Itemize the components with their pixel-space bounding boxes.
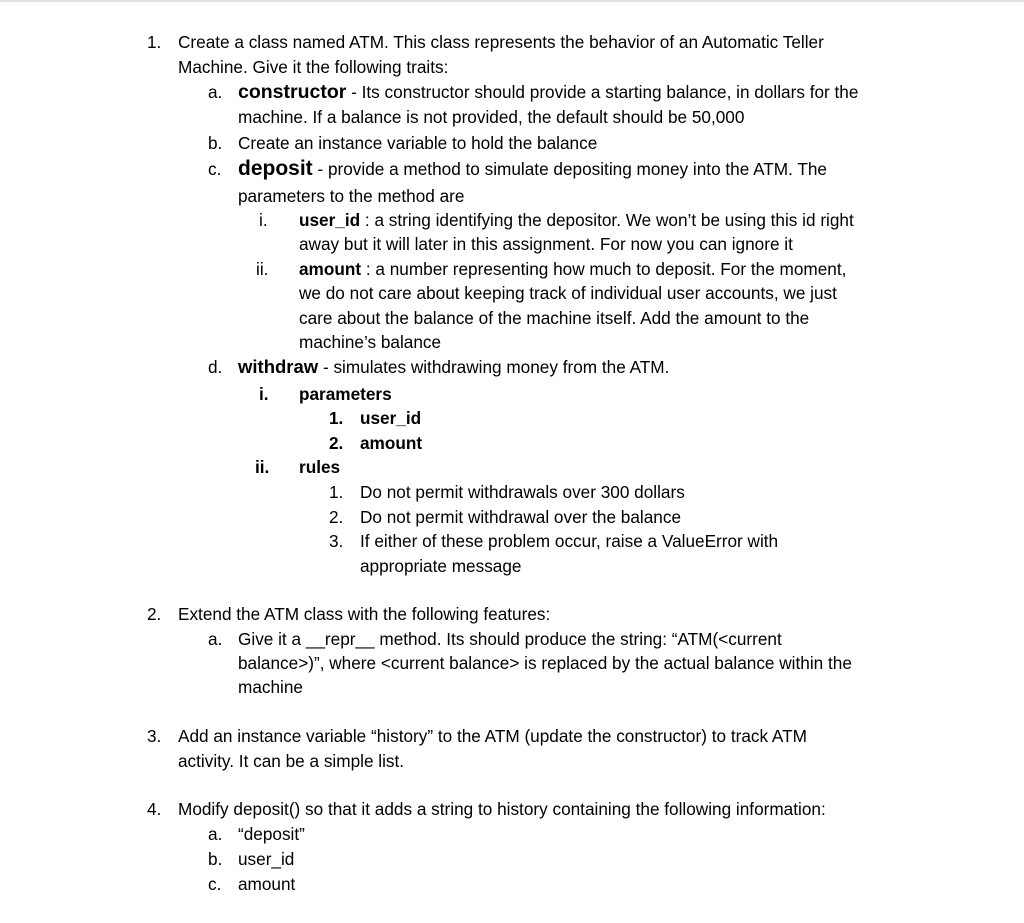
rule-2-text: Do not permit withdrawal over the balance (360, 507, 681, 527)
item-2a-marker: a. (208, 629, 223, 649)
term-amount: amount (299, 259, 362, 279)
item-1d-text: - simulates withdrawing money from the ATM. (318, 357, 670, 377)
item-1c-ii-line-3: care about the balance of the machine itself. Add the amount to the (299, 308, 810, 328)
item-1a-text: - Its constructor should provide a starting balance, in dollars for the (346, 82, 859, 102)
param-amount: amount (360, 433, 423, 453)
param-user-id: user_id (360, 408, 422, 428)
item-1d-marker: d. (208, 357, 223, 377)
item-1c-i-line-1 (299, 208, 854, 232)
item-4a-text: “deposit” (238, 824, 305, 844)
page-top-border (0, 0, 1024, 2)
item-4-line-1: Modify deposit() so that it adds a string to history containing the following information: (178, 799, 826, 819)
item-2a-line-2: balance>)”, where <current balance> is replaced by the actual balance within the (238, 653, 852, 673)
term-user-id: user_id (299, 210, 361, 230)
parameters-label: parameters (299, 384, 392, 404)
item-3-number: 3. (147, 726, 162, 746)
item-1b-text: Create an instance variable to hold the balance (238, 133, 598, 153)
item-4c-text: amount (238, 874, 296, 894)
item-3-line-2: activity. It can be a simple list. (178, 751, 405, 771)
item-1c-marker: c. (208, 159, 222, 179)
rule-3-marker: 3. (329, 531, 344, 551)
item-4b-marker: b. (208, 849, 223, 869)
rules-label: rules (299, 457, 341, 477)
item-1d-i-marker: i. (259, 384, 269, 404)
item-1c-ii-text: : a number representing how much to deposit. For the moment, (361, 259, 847, 279)
term-deposit: deposit (238, 157, 313, 180)
item-1-line-2: Machine. Give it the following traits: (178, 57, 449, 77)
item-2-line-1: Extend the ATM class with the following features: (178, 604, 551, 624)
item-1a-line-2: machine. If a balance is not provided, the default should be 50,000 (238, 107, 745, 127)
item-1c-line-2: parameters to the method are (238, 186, 465, 206)
item-1d-ii-marker: ii. (255, 457, 270, 477)
item-2-number: 2. (147, 604, 162, 624)
item-1c-i-line-2: away but it will later in this assignment. For now you can ignore it (299, 234, 793, 254)
param-1-marker: 1. (329, 408, 344, 428)
term-constructor: constructor (238, 81, 347, 103)
item-4c-marker: c. (208, 874, 222, 894)
rule-1-marker: 1. (329, 482, 344, 502)
term-withdraw: withdraw (238, 356, 319, 377)
item-1d-line-1 (238, 355, 669, 379)
rule-1-text: Do not permit withdrawals over 300 dollars (360, 482, 685, 502)
item-1c-text: - provide a method to simulate depositing money into the ATM. The (312, 159, 827, 179)
item-2a-line-1: Give it a __repr__ method. Its should produce the string: “ATM(<current (238, 629, 782, 649)
item-1-number: 1. (147, 32, 162, 52)
item-1a-marker: a. (208, 82, 223, 102)
item-1c-ii-line-1 (299, 257, 846, 281)
item-2a-line-3: machine (238, 677, 303, 697)
item-4a-marker: a. (208, 824, 223, 844)
item-1c-ii-line-4: machine’s balance (299, 332, 442, 352)
item-1c-i-text: : a string identifying the depositor. We won’t be using this id right (360, 210, 854, 230)
item-1c-i-marker: i. (259, 210, 268, 230)
param-2-marker: 2. (329, 433, 344, 453)
rule-2-marker: 2. (329, 507, 344, 527)
item-1-line-1: Create a class named ATM. This class represents the behavior of an Automatic Teller (178, 32, 824, 52)
item-1c-line-1 (238, 157, 827, 181)
item-1c-ii-line-2: we do not care about keeping track of individual user accounts, we just (299, 283, 837, 303)
item-3-line-1: Add an instance variable “history” to the ATM (update the constructor) to track ATM (178, 726, 807, 746)
rule-3-text: If either of these problem occur, raise a ValueError with (360, 531, 779, 551)
item-1c-ii-marker: ii. (256, 259, 269, 279)
item-1a-line-1 (238, 80, 858, 104)
rule-3-text-2: appropriate message (360, 556, 522, 576)
item-1b-marker: b. (208, 133, 223, 153)
item-4-number: 4. (147, 799, 162, 819)
item-4b-text: user_id (238, 849, 295, 869)
